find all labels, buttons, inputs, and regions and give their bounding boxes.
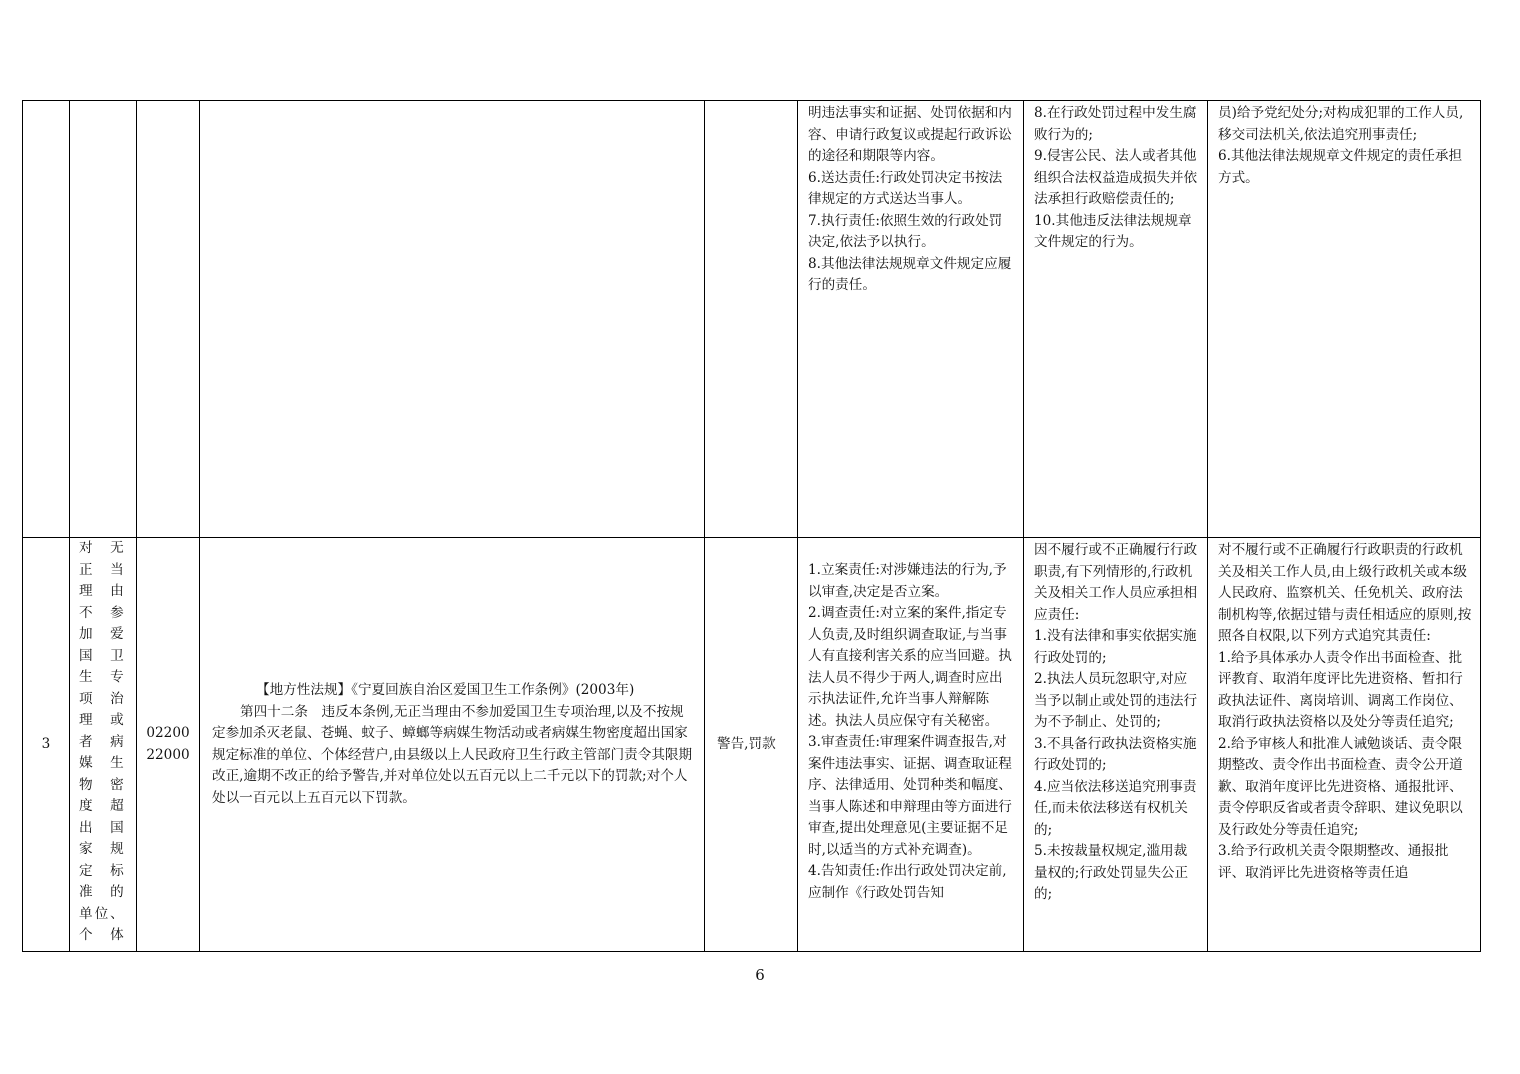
table-row [23, 538, 1481, 952]
basis-cell [200, 538, 705, 952]
accountability-cell [1024, 101, 1208, 538]
page-number: 6 [755, 966, 765, 984]
item-name-cell [70, 101, 137, 538]
penalty-type-cell [705, 538, 798, 952]
penalty-type-cell [705, 101, 798, 538]
code-cell [137, 101, 200, 538]
basis-text: 第四十二条 违反本条例,无正当理由不参加爱国卫生专项治理,以及不按规定参加杀灭老鼠、苍蝇、蚊子、蟑螂等病媒生物活动或者病媒生物密度超出国家规定标准的单位、个体经营户,由县级以上人民政府卫生行政主管部门责令其限期改正,逾期不改正的给予警告,并对单位处以五百元以上二千元以下的罚款;对个人处以一百元以上五百元以下罚款。 [212, 703, 693, 806]
table-row [23, 101, 1481, 538]
responsibility-text: 1.立案责任:对涉嫌违法的行为,予以审查,决定是否立案。 2.调查责任:对立案的案件,指定专人负责,及时组织调查取证,与当事人有直接利害关系的应当回避。执法人员不得少于两人,调查时应出示执法证件,允许当事人辩解陈述。执法人员应保守有关秘密。 3.审查责任:审理案件调查报告,对案件违法事实、证据、调查取证程序、法律适用、处罚种类和幅度、当事人陈述和申辩理由等方面进行审查,提出处理意见(主要证据不足时,以适当的方式补充调查)。 4.告知责任:作出行政处罚决定前,应制作《行政处罚告知 [808, 562, 1012, 901]
number-cell [23, 101, 70, 538]
accountability-cell [1024, 538, 1208, 952]
item-name-cell [70, 538, 137, 952]
pursuit-cell [1208, 538, 1481, 952]
legal-basis [200, 680, 704, 809]
pursuit-text: 员)给予党纪处分;对构成犯罪的工作人员,移交司法机关,依法追究刑事责任; 6.其他法律法规规章文件规定的责任承担方式。 [1218, 105, 1464, 186]
accountability-text: 8.在行政处罚过程中发生腐败行为的; 9.侵害公民、法人或者其他组织合法权益造成损失并依法承担行政赔偿责任的; 10.其他违反法律法规规章文件规定的行为。 [1034, 105, 1198, 250]
responsibility-text: 明违法事实和证据、处罚依据和内容、申请行政复议或提起行政诉讼的途径和期限等内容。 6.送达责任:行政处罚决定书按法律规定的方式送达当事人。 7.执行责任:依照生效的行政处罚决定,依法予以执行。 8.其他法律法规规章文件规定应履行的责任。 [808, 105, 1012, 293]
pursuit-text: 对不履行或不正确履行行政职责的行政机关及相关工作人员,由上级行政机关或本级人民政府、监察机关、任免机关、政府法制机构等,依据过错与责任相适应的原则,按照各自权限,以下列方式追究其责任: 1.给予具体承办人责令作出书面检查、批评教育、取消年度评比先进资格、暂扣行政执法证件、离岗培训、调离工作岗位、取消行政执法资格以及处分等责任追究; 2.给予审核人和批准人诫勉谈话、责令限期整改、责令作出书面检查、责令公开道歉、取消年度评比先进资格、通报批评、责令停职反省或者责令辞职、建议免职以及行政处分等责任追究; 3.给予行政机关责令限期整改、通报批评、取消评比先进资格等责任追 [1218, 542, 1472, 881]
responsibility-table [22, 100, 1481, 952]
basis-cell [200, 101, 705, 538]
code-cell [137, 538, 200, 952]
row-number: 3 [41, 735, 51, 752]
responsibility-cell [798, 101, 1024, 538]
penalty-type: 警告,罚款 [717, 735, 776, 752]
number-cell [23, 538, 70, 952]
item-name: 对 无 正 当 理 由 不 参 加 爱 国 卫 生 专 项 治 理 或 者 病 媒 生 物 密 度 超 出 国 家 规 定 标 准 的 单位、 个 体 [79, 540, 126, 943]
item-code: 02200 22000 [146, 725, 190, 763]
pursuit-cell [1208, 101, 1481, 538]
basis-title: 【地方性法规】《宁夏回族自治区爱国卫生工作条例》(2003年) [256, 682, 635, 698]
responsibility-cell [798, 538, 1024, 952]
accountability-text: 因不履行或不正确履行行政职责,有下列情形的,行政机关及相关工作人员应承担相应责任: 1.没有法律和事实依据实施行政处罚的; 2.执法人员玩忽职守,对应当予以制止或处罚的违法行为不予制止、处罚的; 3.不具备行政执法资格实施行政处罚的; 4.应当依法移送追究刑事责任,而未依法移送有权机关的; 5.未按裁量权规定,滥用裁量权的;行政处罚显失公正的; [1034, 542, 1198, 902]
